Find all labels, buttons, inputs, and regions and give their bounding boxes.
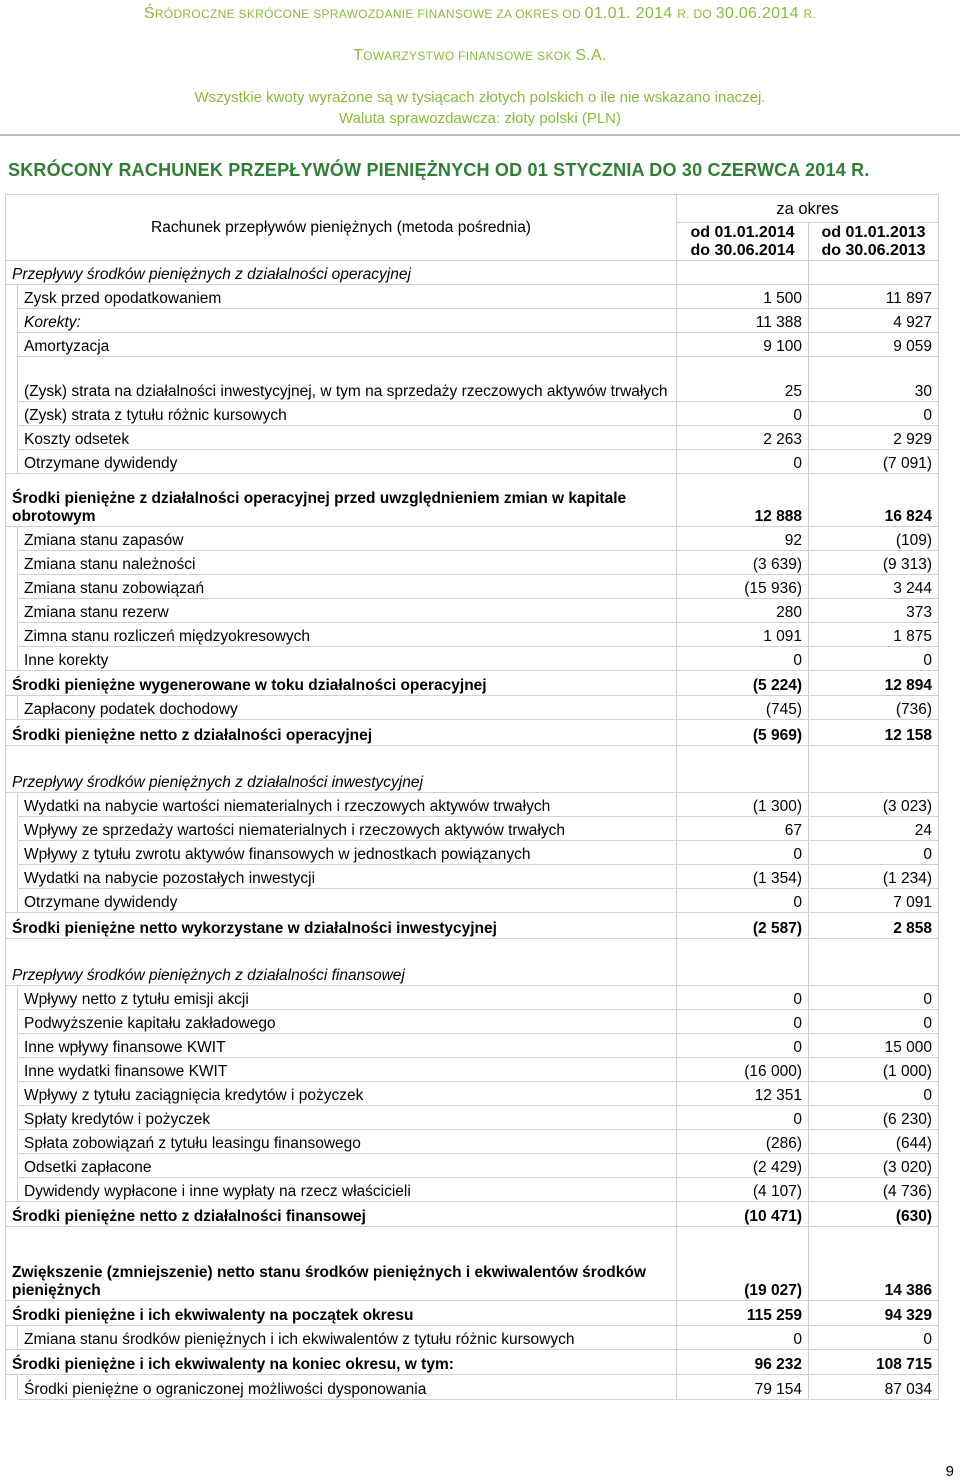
column-2013-header: od 01.01.2013 do 30.06.2013 bbox=[809, 223, 939, 261]
report-header-line: ŚRÓDROCZNE SKRÓCONE SPRAWOZDANIE FINANSOWE ZA OKRES OD 01.01. 2014 R. DO 30.06.2014 R. bbox=[143, 5, 817, 22]
value-2014: 0 bbox=[677, 647, 809, 671]
value-2013: (1 000) bbox=[809, 1058, 939, 1082]
amounts-note: Wszystkie kwoty wyrażone są w tysiącach złotych polskich o ile nie wskazano inaczej. bbox=[194, 89, 766, 106]
row-label: Wpływy z tytułu zaciągnięcia kredytów i pożyczek bbox=[18, 1082, 677, 1106]
row-label: Podwyższenie kapitału zakładowego bbox=[18, 1010, 677, 1034]
row-label: Zysk przed opodatkowaniem bbox=[18, 285, 677, 309]
row-label: Inne korekty bbox=[18, 647, 677, 671]
table-row bbox=[6, 599, 939, 623]
table-row bbox=[6, 285, 939, 309]
value-2014: 0 bbox=[677, 450, 809, 474]
value-2013: 16 824 bbox=[809, 474, 939, 527]
value-2013: 87 034 bbox=[809, 1375, 939, 1400]
value-2013: (7 091) bbox=[809, 450, 939, 474]
value-2014: 1 500 bbox=[677, 285, 809, 309]
value-2014: (286) bbox=[677, 1130, 809, 1154]
table-row bbox=[6, 1375, 939, 1400]
table-row bbox=[6, 647, 939, 671]
row-label: Środki pieniężne o ograniczonej możliwości dysponowania bbox=[18, 1375, 677, 1400]
header-divider bbox=[0, 134, 960, 136]
row-label: Odsetki zapłacone bbox=[18, 1154, 677, 1178]
table-row bbox=[6, 575, 939, 599]
row-indent bbox=[6, 841, 18, 865]
value-2014: 96 232 bbox=[677, 1350, 809, 1375]
table-row bbox=[6, 746, 939, 793]
value-2014: (16 000) bbox=[677, 1058, 809, 1082]
value-2013: 373 bbox=[809, 599, 939, 623]
section-heading: Przepływy środków pieniężnych z działalności operacyjnej bbox=[6, 261, 677, 285]
row-indent bbox=[6, 1010, 18, 1034]
value-2013: (1 234) bbox=[809, 865, 939, 889]
value-2013: 108 715 bbox=[809, 1350, 939, 1375]
table-row bbox=[6, 939, 939, 986]
row-label: Zmiana stanu środków pieniężnych i ich ekwiwalentów z tytułu różnic kursowych bbox=[18, 1326, 677, 1350]
page-title: SKRÓCONY RACHUNEK PRZEPŁYWÓW PIENIĘŻNYCH OD 01 STYCZNIA DO 30 CZERWCA 2014 R. bbox=[8, 160, 870, 180]
row-label: Spłata zobowiązań z tytułu leasingu finansowego bbox=[18, 1130, 677, 1154]
value-2013: (3 020) bbox=[809, 1154, 939, 1178]
row-label: Środki pieniężne i ich ekwiwalenty na koniec okresu, w tym: bbox=[6, 1350, 677, 1375]
value-2014: (5 969) bbox=[677, 720, 809, 746]
row-label: Inne wydatki finansowe KWIT bbox=[18, 1058, 677, 1082]
row-label: Zapłacony podatek dochodowy bbox=[18, 696, 677, 720]
value-2013: (644) bbox=[809, 1130, 939, 1154]
row-indent bbox=[6, 1082, 18, 1106]
row-indent bbox=[6, 599, 18, 623]
value-2013: 24 bbox=[809, 817, 939, 841]
value-2014: (2 587) bbox=[677, 913, 809, 939]
value-2013: (9 313) bbox=[809, 551, 939, 575]
value-2014: 9 100 bbox=[677, 333, 809, 357]
row-label: (Zysk) strata z tytułu różnic kursowych bbox=[18, 402, 677, 426]
table-row bbox=[6, 1130, 939, 1154]
value-2014: 92 bbox=[677, 527, 809, 551]
row-label: Wydatki na nabycie pozostałych inwestycji bbox=[18, 865, 677, 889]
value-2013: 9 059 bbox=[809, 333, 939, 357]
value-2014: 12 351 bbox=[677, 1082, 809, 1106]
row-label: Zmiana stanu zapasów bbox=[18, 527, 677, 551]
table-row bbox=[6, 402, 939, 426]
value-2014: 67 bbox=[677, 817, 809, 841]
value-2014: (10 471) bbox=[677, 1202, 809, 1227]
table-row bbox=[6, 1058, 939, 1082]
value-2014: 280 bbox=[677, 599, 809, 623]
value-2013 bbox=[809, 746, 939, 793]
value-2013: (6 230) bbox=[809, 1106, 939, 1130]
row-indent bbox=[6, 285, 18, 309]
table-row bbox=[6, 527, 939, 551]
value-2014 bbox=[677, 746, 809, 793]
value-2014 bbox=[677, 939, 809, 986]
value-2013: (4 736) bbox=[809, 1178, 939, 1202]
value-2013: 12 158 bbox=[809, 720, 939, 746]
row-label: Inne wpływy finansowe KWIT bbox=[18, 1034, 677, 1058]
row-indent bbox=[6, 647, 18, 671]
row-label: Dywidendy wypłacone i inne wypłaty na rzecz właścicieli bbox=[18, 1178, 677, 1202]
table-row bbox=[6, 1301, 939, 1326]
row-indent bbox=[6, 696, 18, 720]
value-2013: 2 929 bbox=[809, 426, 939, 450]
row-label: Środki pieniężne i ich ekwiwalenty na początek okresu bbox=[6, 1301, 677, 1326]
row-indent bbox=[6, 527, 18, 551]
table-row bbox=[6, 1106, 939, 1130]
row-label: Zwiększenie (zmniejszenie) netto stanu środków pieniężnych i ekwiwalentów środków pieniężnych bbox=[6, 1227, 677, 1301]
table-row bbox=[6, 551, 939, 575]
row-indent bbox=[6, 1178, 18, 1202]
value-2014 bbox=[677, 261, 809, 285]
table-row bbox=[6, 696, 939, 720]
value-2013: 11 897 bbox=[809, 285, 939, 309]
value-2013: 0 bbox=[809, 647, 939, 671]
section-heading: Przepływy środków pieniężnych z działalności finansowej bbox=[6, 939, 677, 986]
row-label: Wydatki na nabycie wartości niematerialnych i rzeczowych aktywów trwałych bbox=[18, 793, 677, 817]
table-row bbox=[6, 309, 939, 333]
table-row bbox=[6, 357, 939, 402]
value-2014: 0 bbox=[677, 986, 809, 1010]
row-indent bbox=[6, 889, 18, 913]
value-2013: 3 244 bbox=[809, 575, 939, 599]
row-label: Korekty: bbox=[18, 309, 677, 333]
section-heading: Przepływy środków pieniężnych z działalności inwestycyjnej bbox=[6, 746, 677, 793]
row-label: Koszty odsetek bbox=[18, 426, 677, 450]
table-row bbox=[6, 333, 939, 357]
period-header: za okres bbox=[677, 195, 939, 223]
row-label: Środki pieniężne wygenerowane w toku działalności operacyjnej bbox=[6, 671, 677, 696]
column-2014-header: od 01.01.2014 do 30.06.2014 bbox=[677, 223, 809, 261]
value-2014: (19 027) bbox=[677, 1227, 809, 1301]
value-2013: (736) bbox=[809, 696, 939, 720]
currency-note: Waluta sprawozdawcza: złoty polski (PLN) bbox=[338, 110, 622, 127]
table-row bbox=[6, 841, 939, 865]
row-indent bbox=[6, 357, 18, 402]
value-2013: 0 bbox=[809, 841, 939, 865]
value-2014: (4 107) bbox=[677, 1178, 809, 1202]
value-2013: (3 023) bbox=[809, 793, 939, 817]
row-indent bbox=[6, 1130, 18, 1154]
value-2013: 0 bbox=[809, 402, 939, 426]
table-row bbox=[6, 1034, 939, 1058]
row-indent bbox=[6, 426, 18, 450]
table-row bbox=[6, 986, 939, 1010]
table-header-label: Rachunek przepływów pieniężnych (metoda pośrednia) bbox=[6, 195, 677, 261]
row-indent bbox=[6, 793, 18, 817]
value-2014: 0 bbox=[677, 841, 809, 865]
row-label: Zmiana stanu należności bbox=[18, 551, 677, 575]
value-2013: 0 bbox=[809, 1326, 939, 1350]
table-row bbox=[6, 1350, 939, 1375]
row-label: Otrzymane dywidendy bbox=[18, 889, 677, 913]
table-row bbox=[6, 865, 939, 889]
value-2013: (109) bbox=[809, 527, 939, 551]
row-label: Zmiana stanu rezerw bbox=[18, 599, 677, 623]
table-row bbox=[6, 1227, 939, 1301]
value-2013: (630) bbox=[809, 1202, 939, 1227]
value-2014: 11 388 bbox=[677, 309, 809, 333]
row-indent bbox=[6, 333, 18, 357]
company-name: TOWARZYSTWO FINANSOWE SKOK S.A. bbox=[353, 47, 607, 64]
row-indent bbox=[6, 402, 18, 426]
row-label: Spłaty kredytów i pożyczek bbox=[18, 1106, 677, 1130]
row-label: Zmiana stanu zobowiązań bbox=[18, 575, 677, 599]
value-2014: 0 bbox=[677, 1326, 809, 1350]
value-2013: 7 091 bbox=[809, 889, 939, 913]
row-label: Zimna stanu rozliczeń międzyokresowych bbox=[18, 623, 677, 647]
value-2014: 0 bbox=[677, 1034, 809, 1058]
row-label: Środki pieniężne netto z działalności finansowej bbox=[6, 1202, 677, 1227]
table-row bbox=[6, 817, 939, 841]
value-2013: 15 000 bbox=[809, 1034, 939, 1058]
row-indent bbox=[6, 1034, 18, 1058]
row-indent bbox=[6, 450, 18, 474]
row-label: (Zysk) strata na działalności inwestycyjnej, w tym na sprzedaży rzeczowych aktywów trwałych bbox=[18, 357, 677, 402]
value-2013: 4 927 bbox=[809, 309, 939, 333]
row-indent bbox=[6, 817, 18, 841]
table-row bbox=[6, 1178, 939, 1202]
table-row bbox=[6, 623, 939, 647]
row-indent bbox=[6, 575, 18, 599]
value-2014: 0 bbox=[677, 1010, 809, 1034]
value-2014: 115 259 bbox=[677, 1301, 809, 1326]
value-2014: (5 224) bbox=[677, 671, 809, 696]
table-row bbox=[6, 1154, 939, 1178]
value-2014: 0 bbox=[677, 402, 809, 426]
row-indent bbox=[6, 309, 18, 333]
value-2014: 0 bbox=[677, 1106, 809, 1130]
value-2014: 2 263 bbox=[677, 426, 809, 450]
table-row bbox=[6, 450, 939, 474]
table-row bbox=[6, 426, 939, 450]
row-indent bbox=[6, 865, 18, 889]
table-row bbox=[6, 1326, 939, 1350]
row-label: Środki pieniężne netto wykorzystane w działalności inwestycyjnej bbox=[6, 913, 677, 939]
value-2013: 1 875 bbox=[809, 623, 939, 647]
cash-flow-table bbox=[5, 194, 939, 1400]
value-2014: (15 936) bbox=[677, 575, 809, 599]
value-2013 bbox=[809, 939, 939, 986]
page-number: 9 bbox=[945, 1463, 954, 1480]
value-2014: (2 429) bbox=[677, 1154, 809, 1178]
value-2013: 30 bbox=[809, 357, 939, 402]
value-2014: 79 154 bbox=[677, 1375, 809, 1400]
value-2014: 1 091 bbox=[677, 623, 809, 647]
row-label: Środki pieniężne z działalności operacyjnej przed uwzględnieniem zmian w kapitale obrotowym bbox=[6, 474, 677, 527]
table-row bbox=[6, 261, 939, 285]
row-label: Wpływy netto z tytułu emisji akcji bbox=[18, 986, 677, 1010]
value-2013: 0 bbox=[809, 1082, 939, 1106]
table-row bbox=[6, 913, 939, 939]
row-label: Amortyzacja bbox=[18, 333, 677, 357]
row-label: Wpływy z tytułu zwrotu aktywów finansowych w jednostkach powiązanych bbox=[18, 841, 677, 865]
row-indent bbox=[6, 986, 18, 1010]
row-indent bbox=[6, 623, 18, 647]
row-indent bbox=[6, 551, 18, 575]
row-label: Środki pieniężne netto z działalności operacyjnej bbox=[6, 720, 677, 746]
row-label: Wpływy ze sprzedaży wartości niematerialnych i rzeczowych aktywów trwałych bbox=[18, 817, 677, 841]
value-2013 bbox=[809, 261, 939, 285]
value-2014: (3 639) bbox=[677, 551, 809, 575]
value-2014: 12 888 bbox=[677, 474, 809, 527]
value-2014: (1 354) bbox=[677, 865, 809, 889]
row-indent bbox=[6, 1058, 18, 1082]
table-row bbox=[6, 474, 939, 527]
table-row bbox=[6, 671, 939, 696]
table-row bbox=[6, 1010, 939, 1034]
value-2013: 14 386 bbox=[809, 1227, 939, 1301]
table-row bbox=[6, 889, 939, 913]
row-indent bbox=[6, 1375, 18, 1400]
value-2013: 94 329 bbox=[809, 1301, 939, 1326]
value-2014: 0 bbox=[677, 889, 809, 913]
table-row bbox=[6, 720, 939, 746]
table-header-row bbox=[6, 195, 939, 223]
value-2013: 0 bbox=[809, 986, 939, 1010]
row-label: Otrzymane dywidendy bbox=[18, 450, 677, 474]
value-2014: 25 bbox=[677, 357, 809, 402]
row-indent bbox=[6, 1106, 18, 1130]
value-2013: 2 858 bbox=[809, 913, 939, 939]
value-2013: 12 894 bbox=[809, 671, 939, 696]
value-2014: (745) bbox=[677, 696, 809, 720]
row-indent bbox=[6, 1154, 18, 1178]
row-indent bbox=[6, 1326, 18, 1350]
value-2014: (1 300) bbox=[677, 793, 809, 817]
value-2013: 0 bbox=[809, 1010, 939, 1034]
table-row bbox=[6, 1202, 939, 1227]
table-row bbox=[6, 1082, 939, 1106]
table-row bbox=[6, 793, 939, 817]
